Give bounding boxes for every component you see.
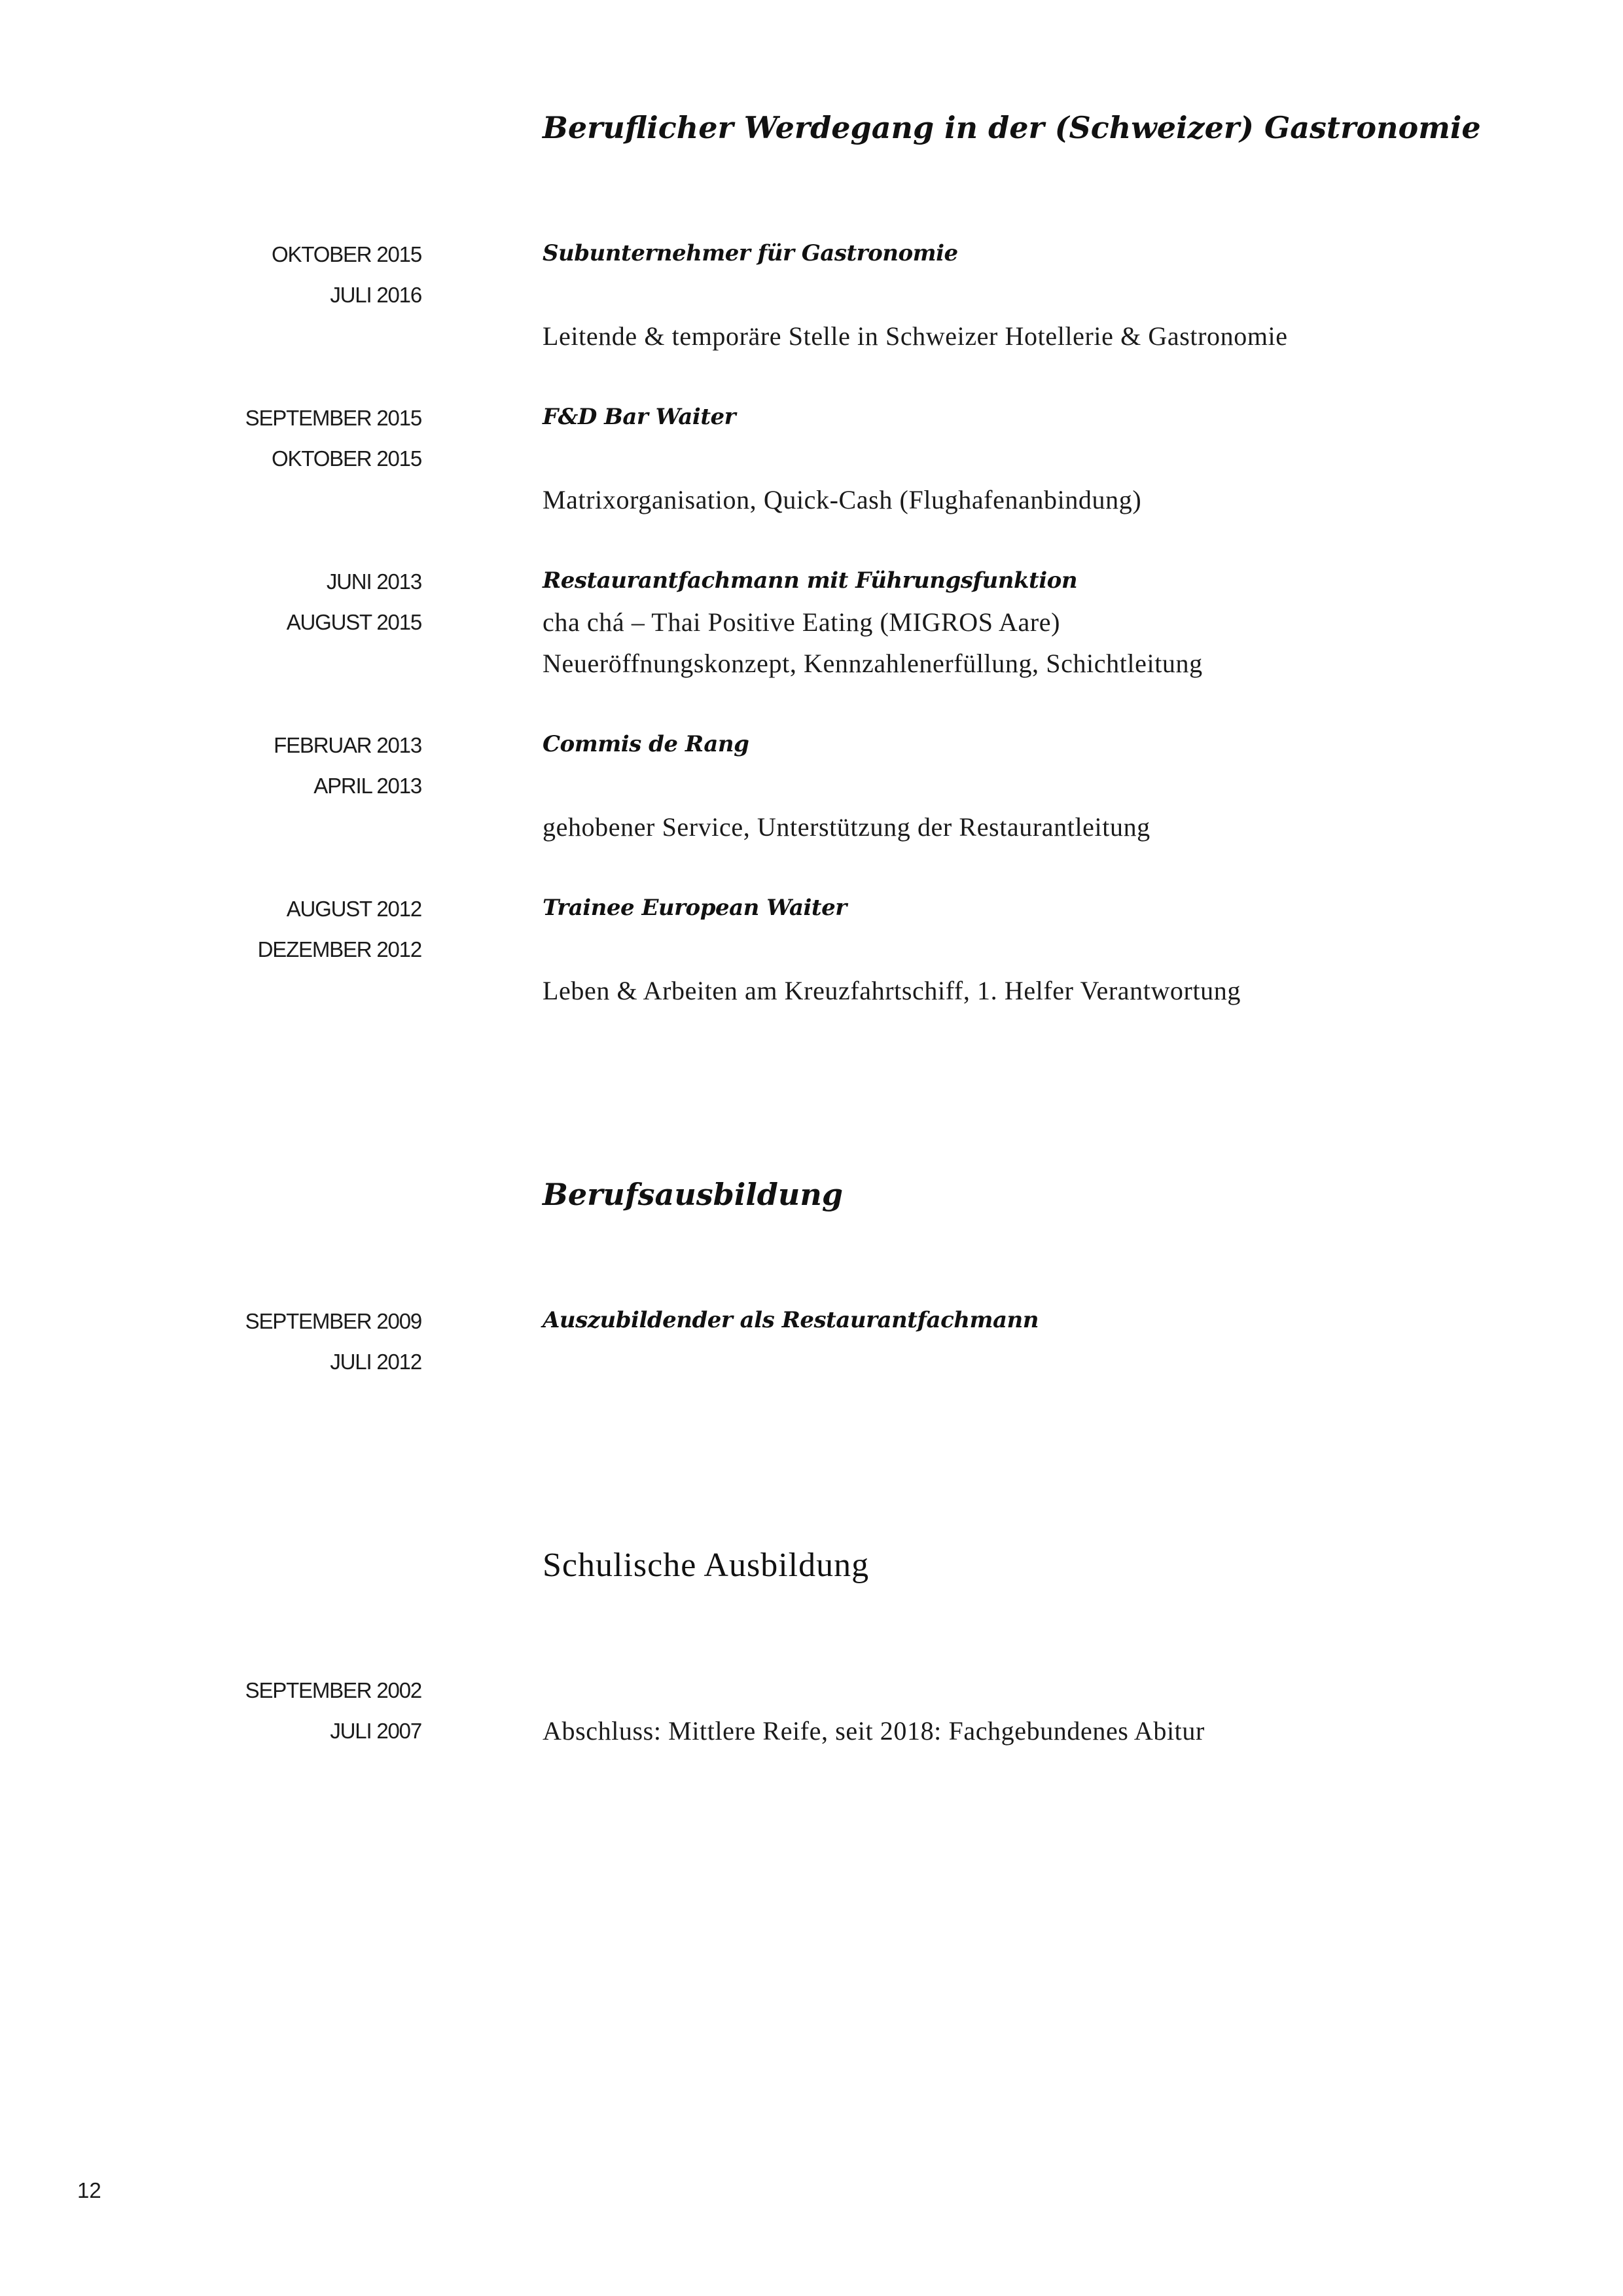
entry-date-end: JULI 2012 [330,1350,421,1374]
entry-date-start: OKTOBER 2015 [272,242,421,266]
apprenticeship-section-heading: Berufsausbildung [543,1177,843,1212]
entry-date-end: APRIL 2013 [313,774,421,798]
entry-title: F&D Bar Waiter [543,404,736,430]
career-section-heading: Beruflicher Werdegang in der (Schweizer) Gastronomie [543,110,1481,145]
page-number: 12 [77,2178,101,2202]
entry-employer: cha chá – Thai Positive Eating (MIGROS Aare) [543,607,1061,637]
entry-date-start: JUNI 2013 [326,569,421,594]
entry-description: gehobener Service, Unterstützung der Restaurantleitung [543,812,1150,842]
entry-description: Matrixorganisation, Quick-Cash (Flughafenanbindung) [543,485,1142,514]
entry-date-start: SEPTEMBER 2002 [245,1678,421,1702]
entry-date-end: JULI 2007 [330,1719,421,1743]
entry-title: Commis de Rang [543,731,749,757]
entry-date-end: JULI 2016 [330,283,421,307]
entry-date-end: DEZEMBER 2012 [257,937,421,961]
entry-title: Trainee European Waiter [543,895,847,921]
entry-date-end: OKTOBER 2015 [272,446,421,471]
entry-description: Abschluss: Mittlere Reife, seit 2018: Fachgebundenes Abitur [543,1716,1205,1746]
entry-date-start: AUGUST 2012 [286,897,421,921]
entry-date-start: SEPTEMBER 2009 [245,1309,421,1333]
entry-date-start: FEBRUAR 2013 [274,733,421,757]
entry-title: Restaurantfachmann mit Führungsfunktion [543,567,1078,594]
entry-description: Leben & Arbeiten am Kreuzfahrtschiff, 1. Helfer Verantwortung [543,976,1241,1005]
school-section-heading: Schulische Ausbildung [543,1547,870,1584]
entry-title: Auszubildender als Restaurantfachmann [543,1307,1039,1333]
entry-title: Subunternehmer für Gastronomie [543,240,958,266]
entry-date-start: SEPTEMBER 2015 [245,406,421,430]
entry-date-end: AUGUST 2015 [286,610,421,634]
entry-description: Leitende & temporäre Stelle in Schweizer Hotellerie & Gastronomie [543,321,1288,351]
entry-description: Neueröffnungskonzept, Kennzahlenerfüllung, Schichtleitung [543,649,1203,678]
